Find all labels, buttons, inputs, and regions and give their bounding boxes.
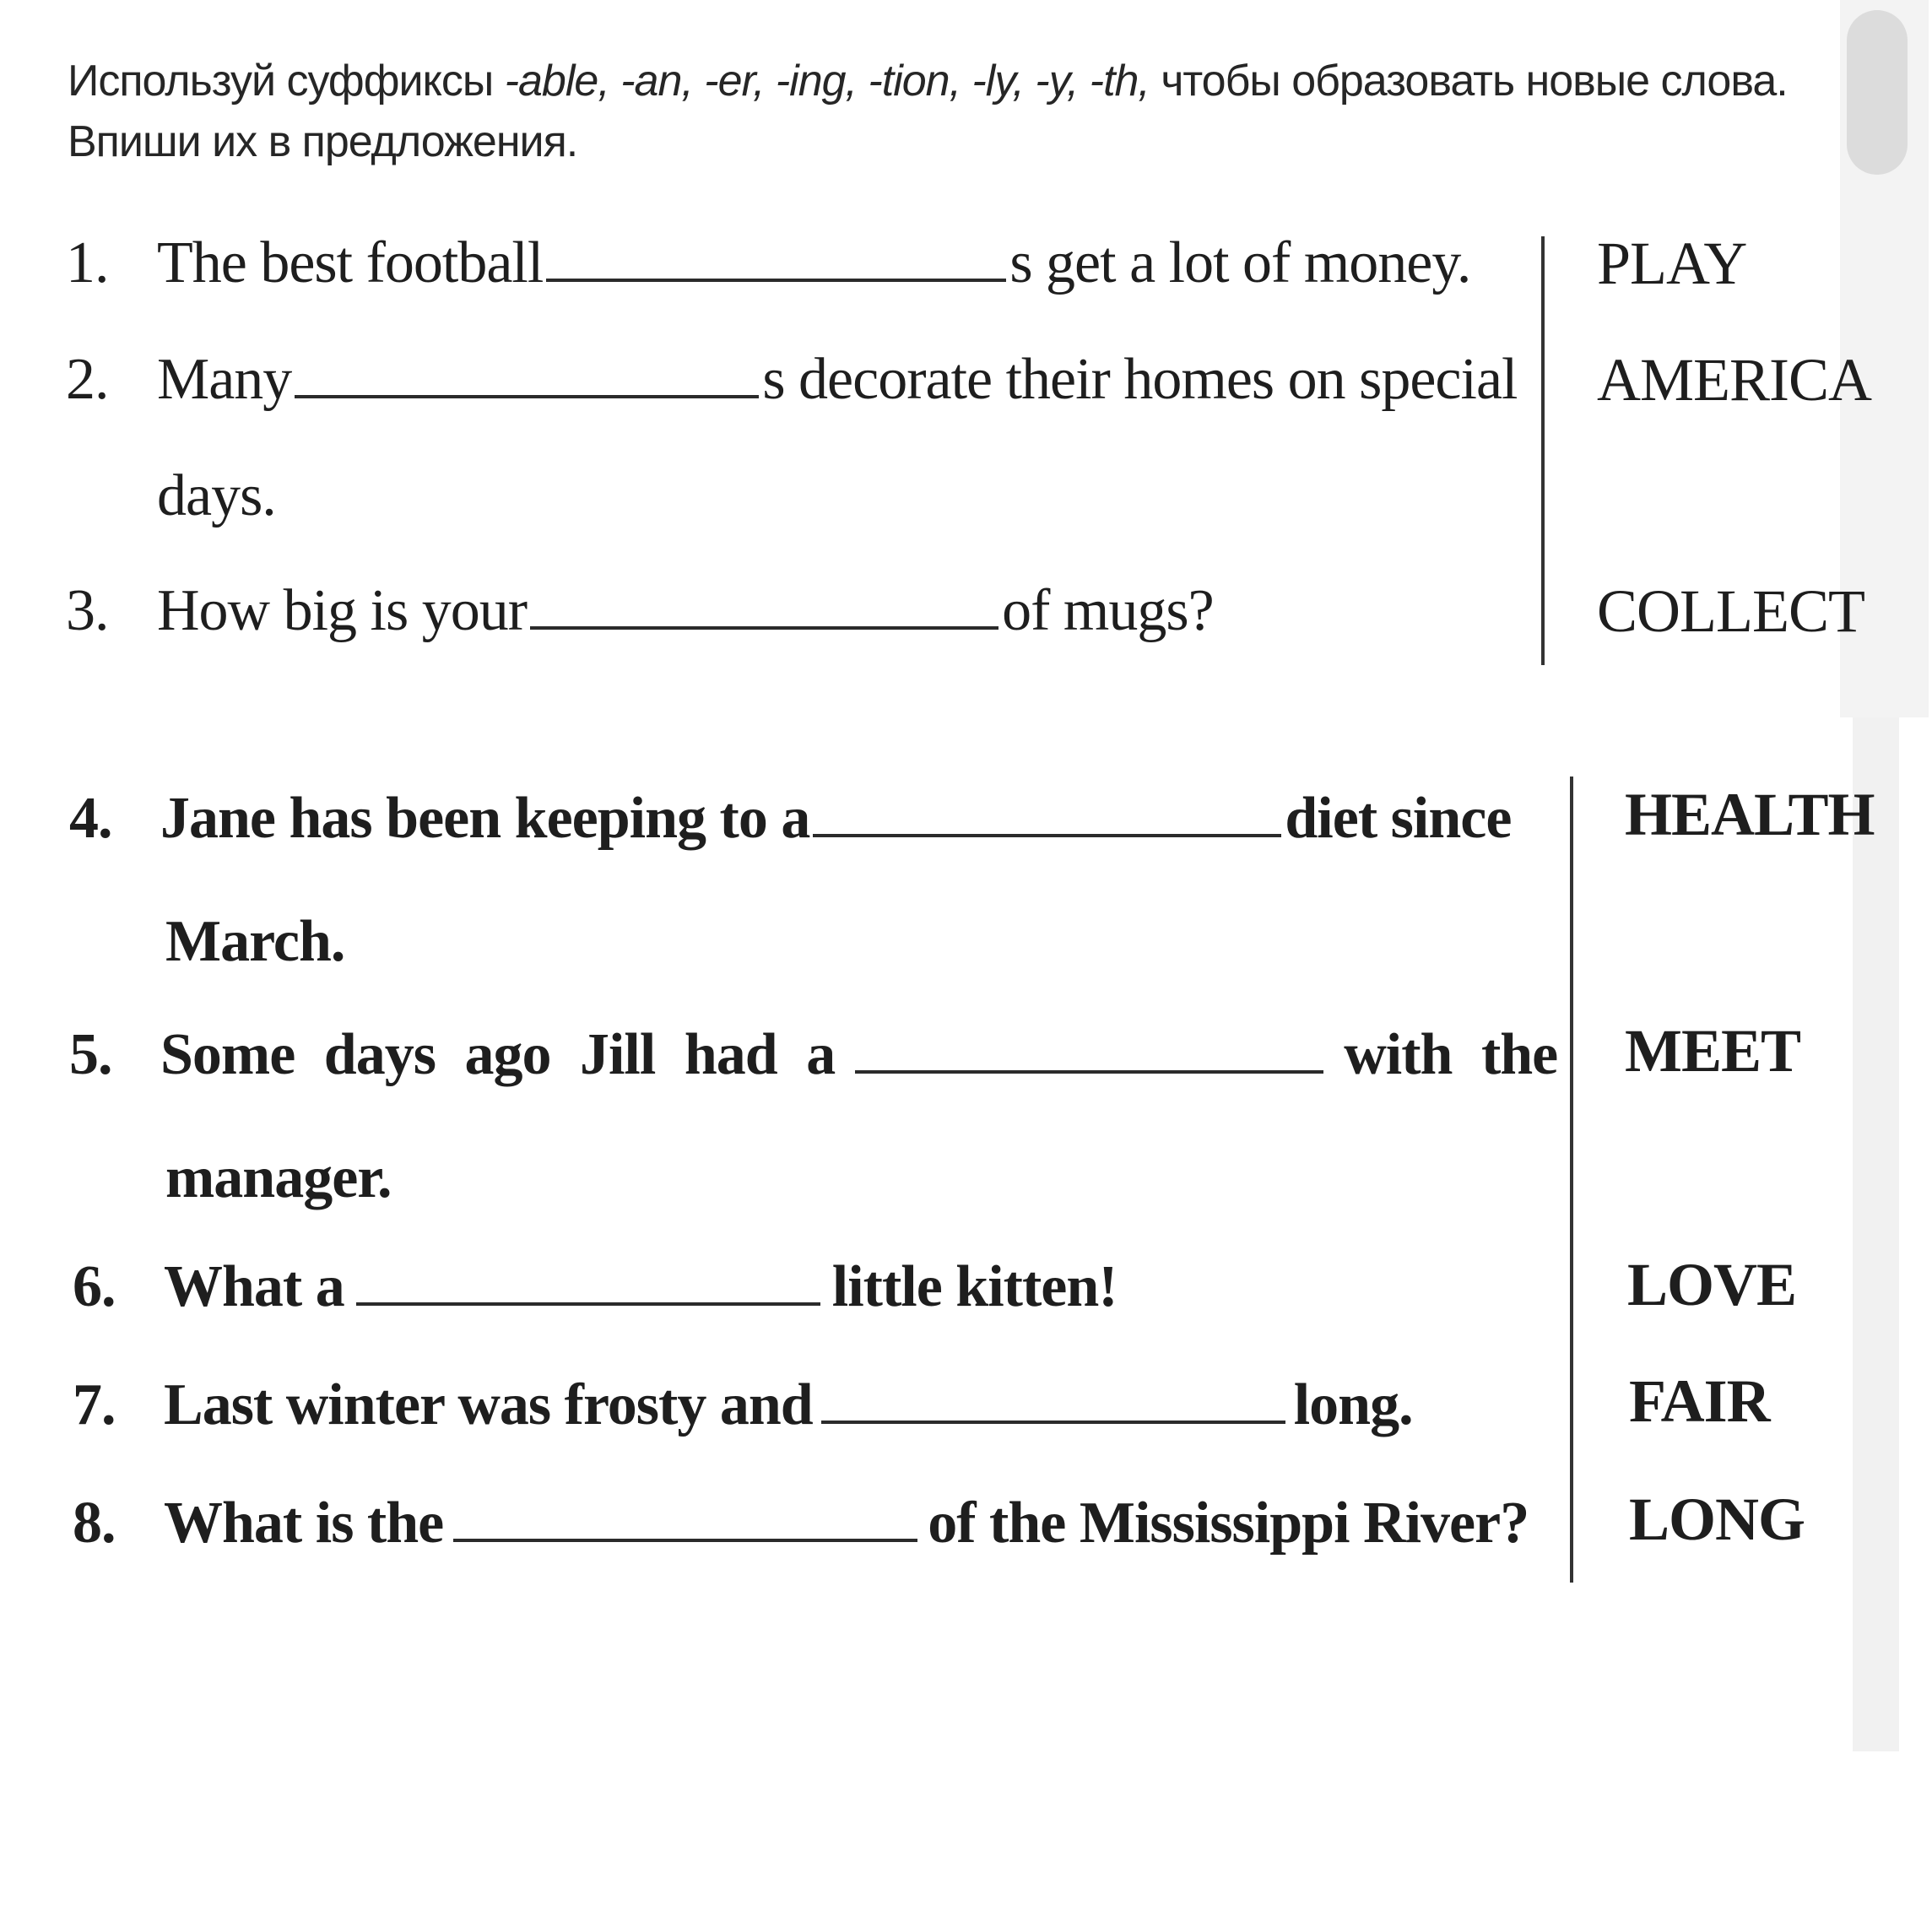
item-text-after: of mugs? [1002, 578, 1214, 643]
item-text-after: long. [1293, 1372, 1413, 1437]
item-text-after: s get a lot of money. [1009, 230, 1471, 295]
suffix-list: -able, -an, -er, -ing, -tion, -ly, -y, -th, [504, 57, 1150, 106]
scrollbar-track-lower [1853, 717, 1899, 1751]
item-text-before: Many [157, 347, 292, 412]
answer-blank[interactable] [546, 279, 1006, 282]
item-continuation: March. [165, 909, 345, 974]
item-number: 8. [73, 1491, 116, 1556]
item-text-before: Last winter was frosty and [164, 1372, 813, 1437]
item-text-before: What a [164, 1254, 344, 1319]
instructions-line-1 [68, 51, 1857, 111]
item-text-before: Some days ago Jill had a [160, 1022, 836, 1087]
answer-blank[interactable] [453, 1539, 917, 1542]
answer-blank[interactable] [356, 1302, 820, 1306]
keyword-fair: FAIR [1629, 1367, 1770, 1435]
answer-blank[interactable] [855, 1070, 1323, 1074]
keyword-health: HEALTH [1625, 781, 1875, 848]
item-text-after: with the [1344, 1022, 1558, 1087]
keyword-play: PLAY [1597, 230, 1747, 297]
task-instructions [68, 51, 1857, 172]
instructions-suffix: чтобы образовать новые слова. [1149, 57, 1788, 106]
divider-line [1570, 777, 1573, 1583]
item-number: 3. [66, 578, 109, 643]
item-number: 7. [73, 1372, 116, 1437]
divider-line [1541, 236, 1545, 665]
item-text-before: What is the [164, 1491, 444, 1556]
instructions-line-2: Впиши их в предложения. [68, 117, 578, 166]
item-number: 5. [69, 1022, 112, 1087]
keyword-america: AMERICA [1597, 346, 1872, 414]
item-text-before: Jane has been keeping to a [160, 786, 810, 851]
answer-blank[interactable] [530, 626, 998, 630]
item-text-after: s decorate their homes on special [762, 347, 1518, 412]
item-text-after: little kitten! [831, 1254, 1118, 1319]
item-continuation: manager. [165, 1145, 392, 1210]
instructions-prefix: Используй суффиксы [68, 57, 505, 106]
item-number: 4. [69, 786, 112, 851]
answer-blank[interactable] [295, 395, 759, 398]
item-number: 1. [66, 230, 109, 295]
answer-blank[interactable] [813, 834, 1281, 837]
keyword-love: LOVE [1627, 1251, 1797, 1318]
keyword-long: LONG [1629, 1486, 1805, 1553]
item-continuation: days. [157, 463, 276, 528]
item-text-before: The best football [157, 230, 544, 295]
keyword-meet: MEET [1625, 1017, 1801, 1085]
item-text-after: diet since [1285, 786, 1512, 851]
keyword-collect: COLLECT [1597, 577, 1864, 645]
item-text-after: of the Mississippi River? [928, 1491, 1529, 1556]
answer-blank[interactable] [821, 1421, 1285, 1424]
item-number: 6. [73, 1254, 116, 1319]
item-text-before: How big is your [157, 578, 528, 643]
item-number: 2. [66, 347, 109, 412]
